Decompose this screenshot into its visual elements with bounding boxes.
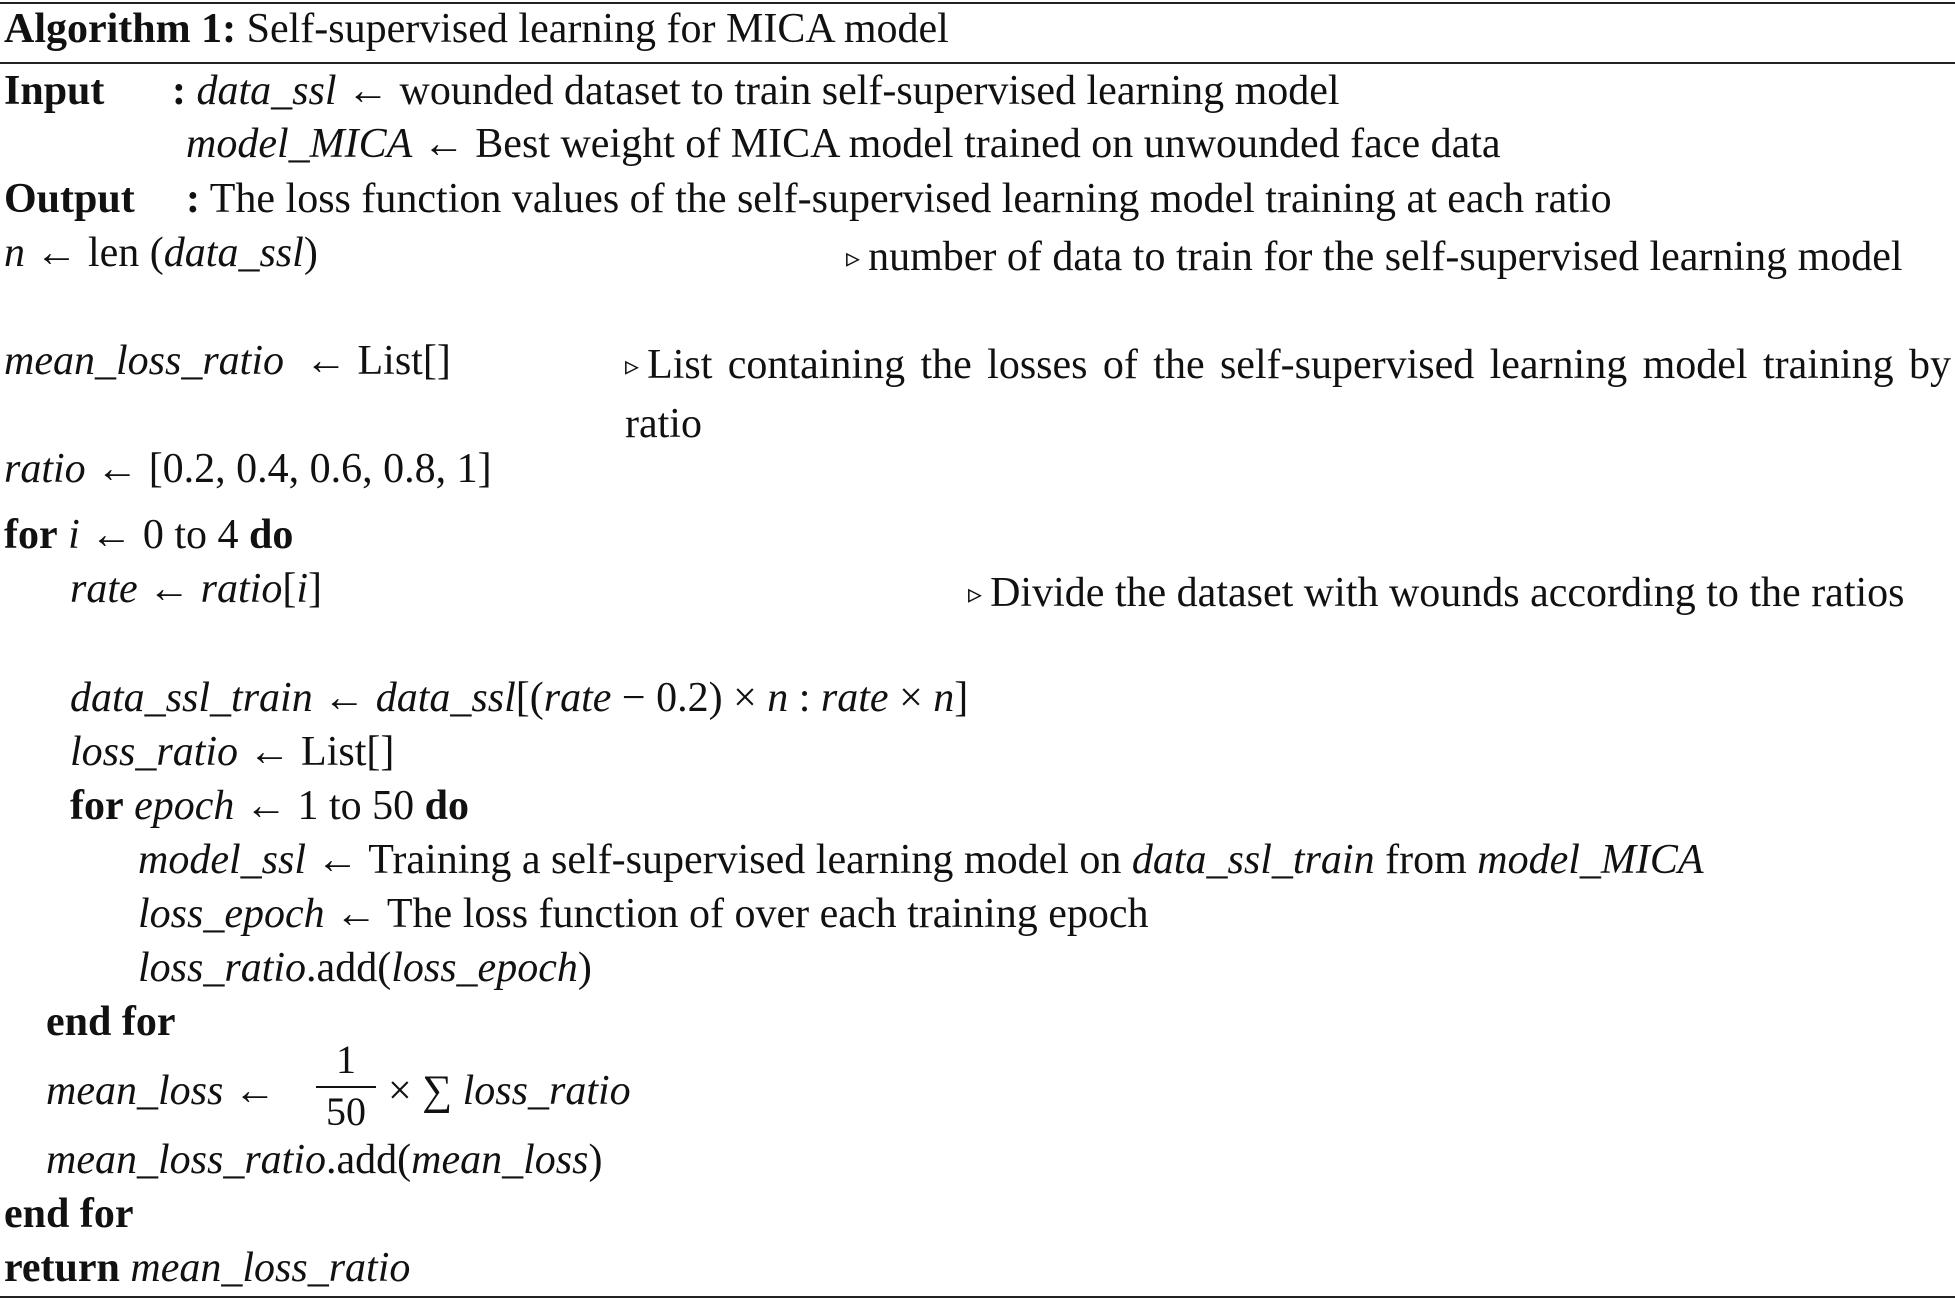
step-mean-loss-rhs — [388, 1068, 631, 1114]
arrow: ← — [323, 675, 366, 721]
var-epoch: epoch — [134, 783, 235, 829]
kw-for: for — [70, 783, 124, 829]
add-close: ) — [577, 945, 592, 991]
step-loss-ratio-add — [138, 945, 592, 991]
top-rule — [0, 2, 1955, 4]
algorithm-label: Algorithm 1: — [4, 6, 237, 52]
var-rate: rate — [70, 566, 138, 612]
step-for-epoch — [70, 783, 469, 829]
for-epoch-range: 1 to 50 — [297, 783, 415, 829]
arrow: ← — [35, 230, 78, 276]
slice-open: [( — [515, 675, 544, 721]
input-label-line — [4, 68, 104, 114]
step-loss-epoch — [138, 891, 1148, 937]
step-mean-loss-ratio-add — [46, 1137, 603, 1183]
arrow: ← — [422, 121, 465, 167]
len-open: len ( — [88, 230, 164, 276]
var-model-mica: model_MICA — [1477, 837, 1704, 883]
arrow: ← — [96, 446, 139, 492]
ratio-values: [0.2, 0.4, 0.6, 0.8, 1] — [148, 446, 492, 492]
var-n: n — [933, 675, 955, 721]
var-loss-ratio: loss_ratio — [138, 945, 307, 991]
comment-n-text: number of data to train for the self-supervised learning model — [868, 234, 1903, 280]
var-data-ssl-train: data_ssl_train — [70, 675, 313, 721]
comment-rate-text: Divide the dataset with wounds according to the ratios — [990, 570, 1905, 616]
var-data-ssl: data_ssl — [375, 675, 516, 721]
len-close: ) — [303, 230, 318, 276]
input-var-data-ssl: data_ssl — [196, 68, 337, 114]
var-ratio: ratio — [200, 566, 283, 612]
var-n: n — [4, 230, 25, 276]
kw-return: return — [4, 1245, 120, 1291]
step-mean-loss — [46, 1068, 276, 1114]
var-rate: rate — [543, 675, 612, 721]
arrow: ← — [316, 837, 359, 883]
step-return — [4, 1245, 410, 1291]
output-label: Output — [4, 176, 135, 222]
step-data-ssl-train — [70, 675, 968, 721]
input-desc-2: Best weight of MICA model trained on unwounded face data — [475, 121, 1501, 167]
title-rule — [0, 62, 1955, 64]
slice-close: ] — [954, 675, 969, 721]
step-mean-loss-ratio — [4, 338, 451, 384]
kw-for: for — [4, 512, 58, 558]
var-mean-loss-ratio: mean_loss_ratio — [130, 1245, 411, 1291]
slice-times: × — [888, 675, 934, 721]
fraction-bar — [316, 1086, 376, 1088]
input-line-1 — [172, 68, 1340, 114]
input-label: Input — [4, 68, 105, 114]
var-data-ssl-train: data_ssl_train — [1131, 837, 1375, 883]
var-loss-epoch: loss_epoch — [391, 945, 578, 991]
var-mean-loss-ratio: mean_loss_ratio — [46, 1137, 327, 1183]
var-model-ssl: model_ssl — [138, 837, 306, 883]
var-data-ssl: data_ssl — [163, 230, 304, 276]
var-loss-ratio: loss_ratio — [70, 729, 239, 775]
arrow: ← — [347, 68, 390, 114]
step-rate — [70, 566, 322, 612]
fraction-one-fiftieth — [316, 1037, 376, 1134]
var-i: i — [296, 566, 309, 612]
add-close: ) — [588, 1137, 603, 1183]
arrow: ← — [248, 729, 291, 775]
algorithm-title-text: Self-supervised learning for MICA model — [246, 6, 949, 52]
var-loss-ratio: loss_ratio — [462, 1068, 631, 1114]
idx-close: ] — [308, 566, 323, 612]
var-mean-loss: mean_loss — [46, 1068, 224, 1114]
list-init: List[] — [357, 338, 451, 384]
algorithm-title — [4, 6, 949, 52]
var-n: n — [767, 675, 789, 721]
input-line-2 — [186, 121, 1501, 167]
model-ssl-text: Training a self-supervised learning model on — [368, 837, 1122, 883]
comment-triangle-icon: ▹ — [625, 351, 640, 382]
step-loss-ratio — [70, 729, 394, 775]
var-loss-epoch: loss_epoch — [138, 891, 325, 937]
comment-mean-loss-ratio — [625, 338, 1951, 451]
output-desc-line — [186, 176, 1612, 222]
input-var-model-mica: model_MICA — [186, 121, 413, 167]
var-rate: rate — [820, 675, 889, 721]
bottom-rule — [0, 1296, 1955, 1298]
var-mean-loss-ratio: mean_loss_ratio — [4, 338, 285, 384]
step-n — [4, 230, 318, 276]
list-init: List[] — [301, 729, 395, 775]
kw-do: do — [424, 783, 469, 829]
output-line — [4, 176, 135, 222]
comment-rate — [968, 566, 1951, 625]
add-method: .add( — [306, 945, 392, 991]
kw-end-for: end for — [4, 1191, 134, 1237]
comment-triangle-icon: ▹ — [846, 243, 861, 274]
for-i-range: 0 to 4 — [142, 512, 239, 558]
step-model-ssl — [138, 837, 1704, 883]
comment-mlr-text: List containing the losses of the self-supervised learning model training by ratio — [625, 342, 1951, 447]
model-ssl-from: from — [1385, 837, 1467, 883]
fraction-numerator: 1 — [336, 1037, 356, 1082]
output-colon: : — [186, 176, 200, 222]
times-sum: × ∑ — [388, 1068, 453, 1114]
slice-colon: : — [788, 675, 821, 721]
loss-epoch-text: The loss function of over each training epoch — [386, 891, 1149, 937]
step-end-for-outer — [4, 1191, 134, 1237]
slice-minus: − 0.2) × — [611, 675, 768, 721]
kw-end-for: end for — [46, 999, 176, 1045]
fraction-denominator: 50 — [326, 1089, 366, 1134]
add-method: .add( — [326, 1137, 412, 1183]
idx-open: [ — [282, 566, 297, 612]
var-i: i — [68, 512, 80, 558]
arrow: ← — [305, 338, 348, 384]
step-ratio — [4, 446, 492, 492]
output-desc: The loss function values of the self-supervised learning model training at each ratio — [209, 176, 1612, 222]
comment-triangle-icon: ▹ — [968, 579, 983, 610]
input-colon: : — [172, 68, 186, 114]
input-desc-1: wounded dataset to train self-supervised learning model — [399, 68, 1340, 114]
step-end-for-inner — [46, 999, 176, 1045]
arrow: ← — [335, 891, 378, 937]
var-mean-loss: mean_loss — [411, 1137, 589, 1183]
arrow: ← — [148, 566, 191, 612]
kw-do: do — [248, 512, 294, 558]
arrow: ← — [233, 1068, 276, 1114]
comment-n — [846, 230, 1951, 289]
step-for-i — [4, 512, 293, 558]
arrow: ← — [90, 512, 133, 558]
arrow: ← — [244, 783, 287, 829]
var-ratio: ratio — [4, 446, 86, 492]
